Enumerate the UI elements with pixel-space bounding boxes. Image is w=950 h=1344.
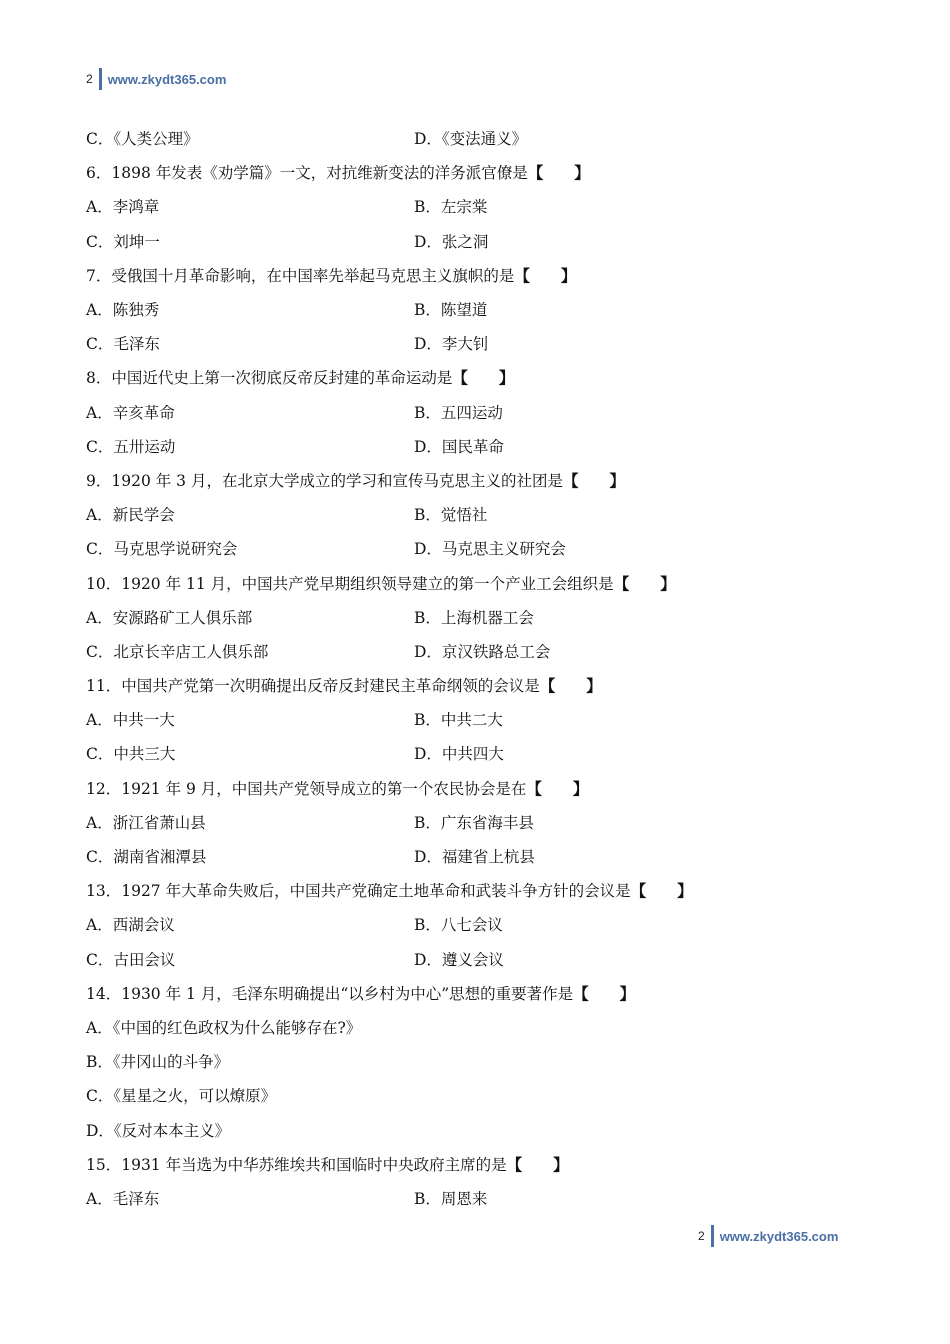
option-row <box>86 429 866 463</box>
page-footer <box>698 1225 838 1247</box>
option-left: C．《星星之火，可以燎原》 <box>86 1087 277 1106</box>
option-row <box>86 292 866 326</box>
question-stem <box>86 976 866 1010</box>
answer-bracket: 【 】 <box>539 676 602 696</box>
page-header <box>86 68 226 90</box>
question-text: 12．1921 年 9 月，中国共产党领导成立的第一个农民协会是在 <box>86 779 527 798</box>
option-row <box>86 736 866 770</box>
option-right: D．福建省上杭县 <box>414 848 535 867</box>
question-text: 7．受俄国十月革命影响，在中国率先举起马克思主义旗帜的是 <box>86 266 515 285</box>
option-left: A．陈独秀 <box>86 301 160 320</box>
option-left: C．刘坤一 <box>86 232 160 251</box>
option-left: A．毛泽东 <box>86 1189 160 1208</box>
option-right: B．上海机器工会 <box>414 608 534 627</box>
option-row <box>86 1044 866 1078</box>
option-left: C．古田会议 <box>86 950 176 969</box>
option-row <box>86 224 866 258</box>
question-text: 13．1927 年大革命失败后，中国共产党确定土地革命和武装斗争方针的会议是 <box>86 882 631 901</box>
option-right: B．五四运动 <box>414 403 503 422</box>
option-left: C．中共三大 <box>86 745 176 764</box>
question-stem <box>86 771 866 805</box>
question-text: 11．中国共产党第一次明确提出反帝反封建民主革命纲领的会议是 <box>86 677 540 696</box>
option-left: C．北京长辛店工人俱乐部 <box>86 642 269 661</box>
option-row <box>86 121 866 155</box>
option-row <box>86 395 866 429</box>
option-left: A．浙江省萧山县 <box>86 813 206 832</box>
footer-site-link[interactable]: www.zkydt365.com <box>719 1228 839 1244</box>
option-right: D．国民革命 <box>414 437 504 456</box>
option-left: A．辛亥革命 <box>86 403 175 422</box>
answer-bracket: 【 】 <box>514 265 577 285</box>
option-left: C．五卅运动 <box>86 437 176 456</box>
answer-bracket: 【 】 <box>526 778 589 798</box>
question-text: 10．1920 年 11 月，中国共产党早期组织领导建立的第一个产业工会组织是 <box>86 574 614 593</box>
option-row <box>86 531 866 565</box>
footer-divider <box>711 1225 714 1247</box>
option-left: B．《井冈山的斗争》 <box>86 1053 230 1072</box>
option-row <box>86 907 866 941</box>
option-right: D．遵义会议 <box>414 950 504 969</box>
option-row <box>86 634 866 668</box>
option-row <box>86 839 866 873</box>
option-right: B．觉悟社 <box>414 506 488 525</box>
question-text: 15．1931 年当选为中华苏维埃共和国临时中央政府主席的是 <box>86 1155 507 1174</box>
option-left: C．湖南省湘潭县 <box>86 848 207 867</box>
option-left: A．新民学会 <box>86 506 175 525</box>
option-right: D．京汉铁路总工会 <box>414 642 551 661</box>
option-row <box>86 326 866 360</box>
option-row <box>86 600 866 634</box>
question-stem <box>86 155 866 189</box>
option-left: A．西湖会议 <box>86 916 175 935</box>
option-right: D．中共四大 <box>414 745 504 764</box>
option-row <box>86 942 866 976</box>
answer-bracket: 【 】 <box>527 163 590 183</box>
option-row <box>86 1010 866 1044</box>
answer-bracket: 【 】 <box>630 881 693 901</box>
answer-bracket: 【 】 <box>562 470 625 490</box>
option-right: B．周恩来 <box>414 1189 488 1208</box>
option-right: D．张之洞 <box>414 232 489 251</box>
header-divider <box>99 68 102 90</box>
answer-bracket: 【 】 <box>452 368 515 388</box>
question-stem <box>86 873 866 907</box>
question-list <box>86 121 866 1215</box>
question-text: 6．1898 年发表《劝学篇》一文，对抗维新变法的洋务派官僚是 <box>86 164 528 183</box>
option-right: B．陈望道 <box>414 301 488 320</box>
option-right: B．左宗棠 <box>414 198 488 217</box>
option-right: D．马克思主义研究会 <box>414 540 566 559</box>
option-right: B．广东省海丰县 <box>414 813 534 832</box>
answer-bracket: 【 】 <box>573 983 636 1003</box>
option-left: A．安源路矿工人俱乐部 <box>86 608 253 627</box>
question-stem <box>86 258 866 292</box>
question-stem <box>86 1147 866 1181</box>
option-right: D．《变法通义》 <box>414 130 528 149</box>
header-page-number: 2 <box>86 72 93 86</box>
option-row <box>86 805 866 839</box>
question-stem <box>86 360 866 394</box>
option-right: D．李大钊 <box>414 335 489 354</box>
footer-page-number: 2 <box>698 1229 705 1243</box>
question-stem <box>86 565 866 599</box>
question-text: 14．1930 年 1 月，毛泽东明确提出“以乡村为中心”思想的重要著作是 <box>86 984 574 1003</box>
option-row <box>86 189 866 223</box>
option-row <box>86 497 866 531</box>
option-right: B．中共二大 <box>414 711 503 730</box>
option-left: C．马克思学说研究会 <box>86 540 238 559</box>
option-left: C．《人类公理》 <box>86 130 199 149</box>
option-row <box>86 1112 866 1146</box>
answer-bracket: 【 】 <box>613 573 676 593</box>
option-row <box>86 1078 866 1112</box>
header-site-link[interactable]: www.zkydt365.com <box>107 71 227 87</box>
question-text: 8．中国近代史上第一次彻底反帝反封建的革命运动是 <box>86 369 453 388</box>
option-right: B．八七会议 <box>414 916 503 935</box>
question-text: 9．1920 年 3 月，在北京大学成立的学习和宣传马克思主义的社团是 <box>86 471 563 490</box>
option-left: C．毛泽东 <box>86 335 160 354</box>
option-left: A．《中国的红色政权为什么能够存在?》 <box>86 1018 362 1037</box>
question-stem <box>86 668 866 702</box>
answer-bracket: 【 】 <box>506 1154 569 1174</box>
option-row <box>86 1181 866 1215</box>
option-row <box>86 702 866 736</box>
option-left: A．中共一大 <box>86 711 175 730</box>
option-left: A．李鸿章 <box>86 198 160 217</box>
question-stem <box>86 463 866 497</box>
option-left: D．《反对本本主义》 <box>86 1121 231 1140</box>
